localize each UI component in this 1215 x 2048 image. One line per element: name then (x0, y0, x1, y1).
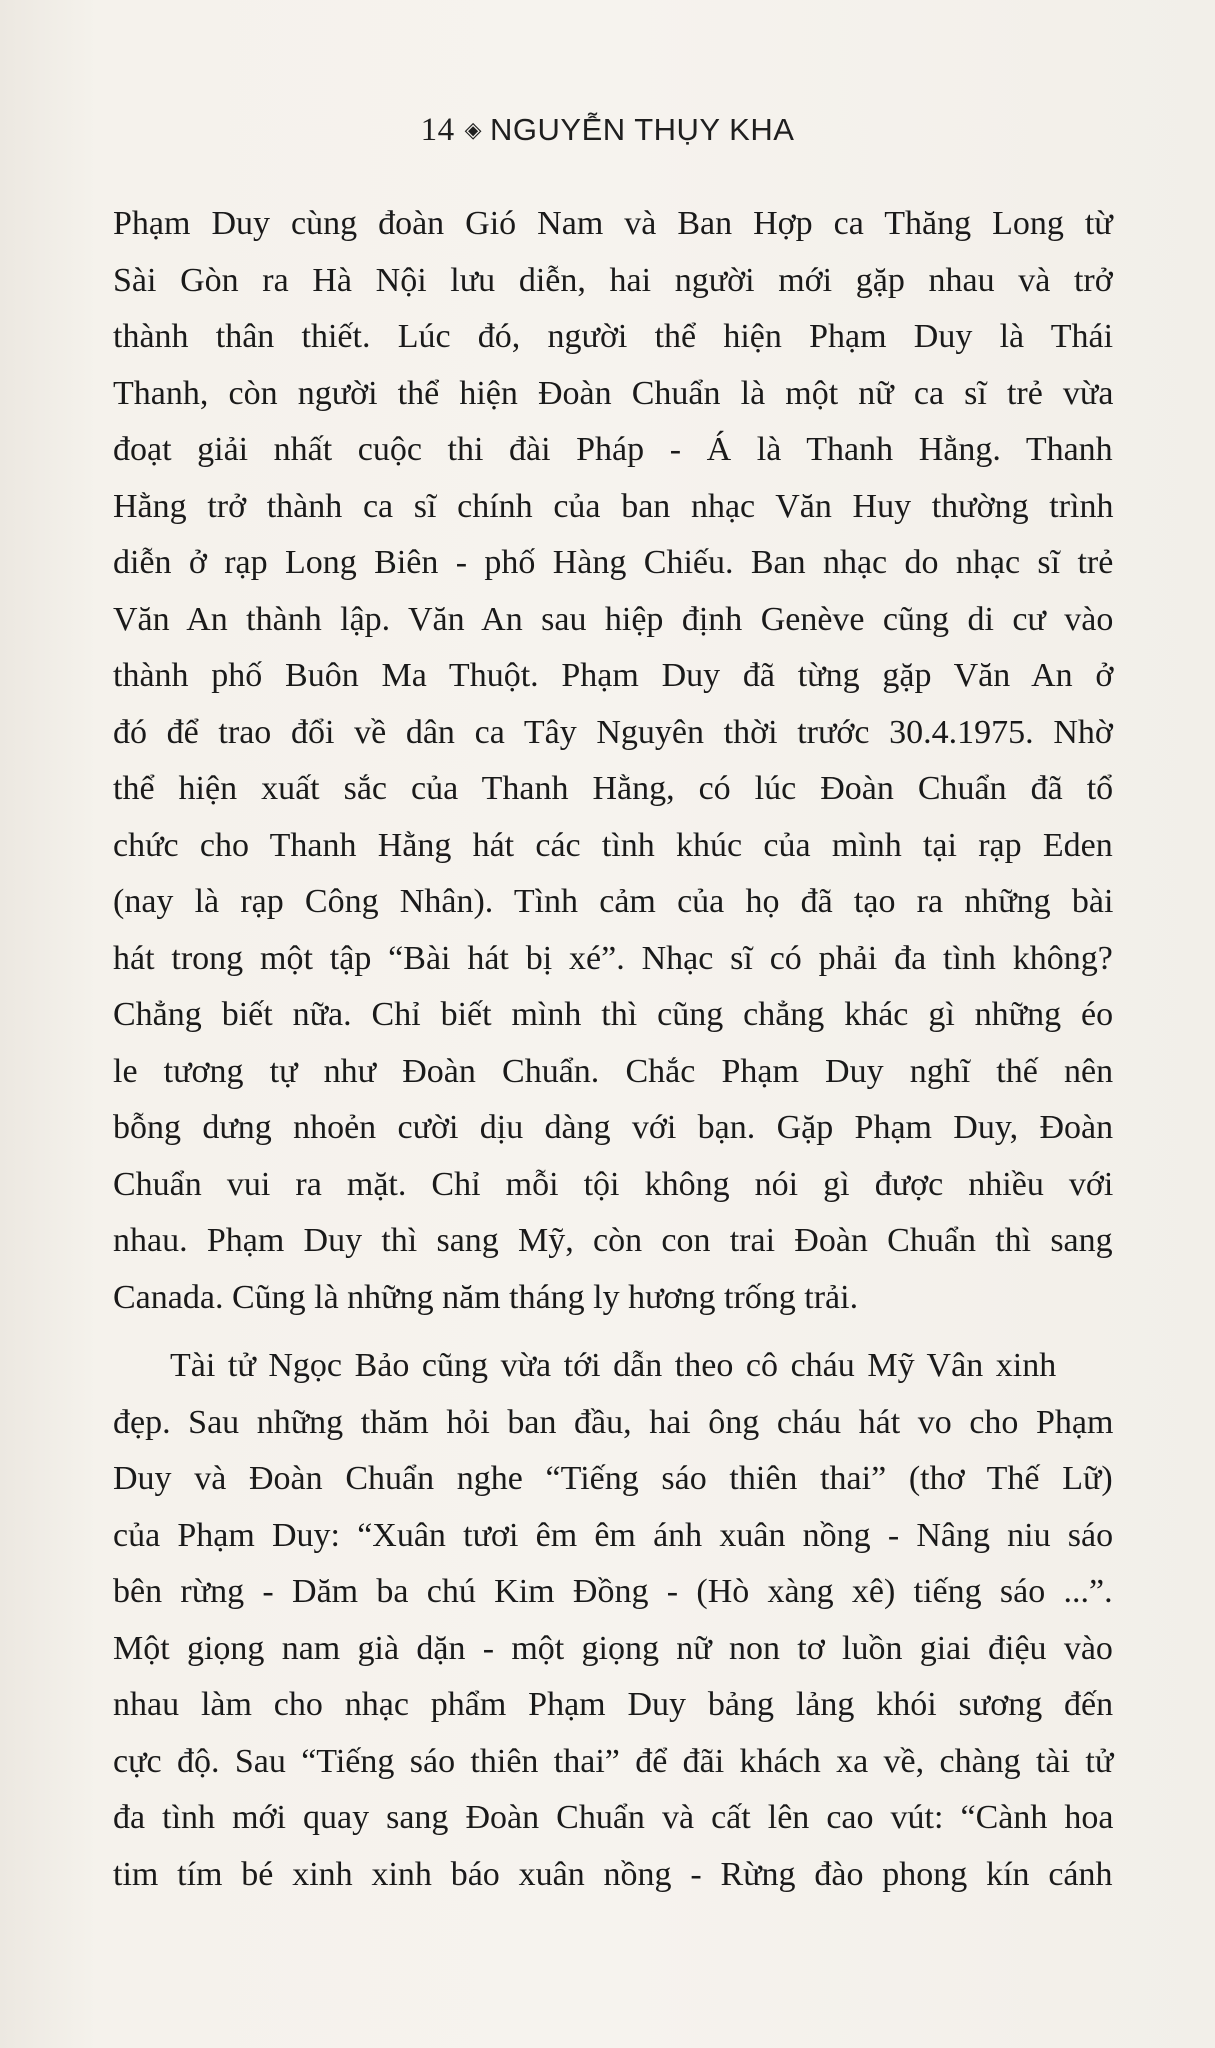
text-line: bỗng dưng nhoẻn cười dịu dàng với bạn. Gặp Phạm Duy, Đoàn (113, 1109, 1114, 1146)
text-line: bên rừng - Dăm ba chú Kim Đồng - (Hò xàng xê) tiếng sáo ...”. (113, 1573, 1113, 1610)
paragraph-2 (113, 1338, 1113, 1903)
text-line: Duy và Đoàn Chuẩn nghe “Tiếng sáo thiên thai” (thơ Thế Lữ) (113, 1460, 1113, 1497)
text-line: (nay là rạp Công Nhân). Tình cảm của họ đã tạo ra những bài (113, 883, 1114, 920)
text-line: đa tình mới quay sang Đoàn Chuẩn và cất lên cao vút: “Cành hoa (113, 1799, 1114, 1836)
text-line: đoạt giải nhất cuộc thi đài Pháp - Á là Thanh Hằng. Thanh (113, 431, 1113, 468)
text-line: đẹp. Sau những thăm hỏi ban đầu, hai ông cháu hát vo cho Phạm (113, 1403, 1114, 1441)
body-text (113, 196, 1113, 1903)
text-line: thể hiện xuất sắc của Thanh Hằng, có lúc Đoàn Chuẩn đã tổ (113, 770, 1114, 807)
ornament-icon: ◈ (464, 117, 483, 142)
paragraph-1 (113, 196, 1113, 1326)
text-line: hát trong một tập “Bài hát bị xé”. Nhạc sĩ có phải đa tình không? (113, 939, 1113, 977)
text-line: thành phố Buôn Ma Thuột. Phạm Duy đã từng gặp Văn An ở (113, 657, 1114, 694)
text-line: Tài tử Ngọc Bảo cũng vừa tới dẫn theo cô cháu Mỹ Vân xinh (170, 1347, 1057, 1384)
text-line: le tương tự như Đoàn Chuẩn. Chắc Phạm Duy nghĩ thế nên (113, 1052, 1114, 1090)
text-line: nhau. Phạm Duy thì sang Mỹ, còn con trai Đoàn Chuẩn thì sang (113, 1222, 1113, 1259)
text-line: của Phạm Duy: “Xuân tươi êm êm ánh xuân nồng - Nâng niu sáo (113, 1516, 1114, 1554)
text-line: Hằng trở thành ca sĩ chính của ban nhạc Văn Huy thường trình (113, 487, 1114, 525)
text-line: Thanh, còn người thể hiện Đoàn Chuẩn là một nữ ca sĩ trẻ vừa (113, 374, 1114, 412)
text-line: chức cho Thanh Hằng hát các tình khúc của mình tại rạp Eden (113, 826, 1113, 864)
page-number: 14 (420, 112, 455, 148)
text-line: thành thân thiết. Lúc đó, người thể hiện Phạm Duy là Thái (113, 318, 1114, 355)
author-name: NGUYỄN THỤY KHA (490, 112, 795, 147)
text-line: Văn An thành lập. Văn An sau hiệp định Genève cũng di cư vào (113, 600, 1114, 638)
text-line: tim tím bé xinh xinh báo xuân nồng - Rừng đào phong kín cánh (113, 1855, 1113, 1893)
text-line: đó để trao đổi về dân ca Tây Nguyên thời trước 30.4.1975. Nhờ (113, 713, 1113, 751)
text-line: cực độ. Sau “Tiếng sáo thiên thai” để đãi khách xa về, chàng tài tử (113, 1742, 1114, 1780)
text-line: Canada. Cũng là những năm tháng ly hương trống trải. (113, 1278, 859, 1316)
running-head (0, 112, 1215, 149)
text-line: diễn ở rạp Long Biên - phố Hàng Chiếu. Ban nhạc do nhạc sĩ trẻ (113, 544, 1114, 581)
text-line: Phạm Duy cùng đoàn Gió Nam và Ban Hợp ca Thăng Long từ (113, 205, 1113, 242)
text-line: Chuẩn vui ra mặt. Chỉ mỗi tội không nói gì được nhiều với (113, 1165, 1114, 1203)
text-line: nhau làm cho nhạc phẩm Phạm Duy bảng lảng khói sương đến (113, 1686, 1114, 1723)
text-line: Một giọng nam già dặn - một giọng nữ non tơ luồn giai điệu vào (113, 1629, 1113, 1667)
text-line: Sài Gòn ra Hà Nội lưu diễn, hai người mới gặp nhau và trở (113, 261, 1113, 299)
text-line: Chẳng biết nữa. Chỉ biết mình thì cũng chẳng khác gì những éo (113, 996, 1114, 1033)
